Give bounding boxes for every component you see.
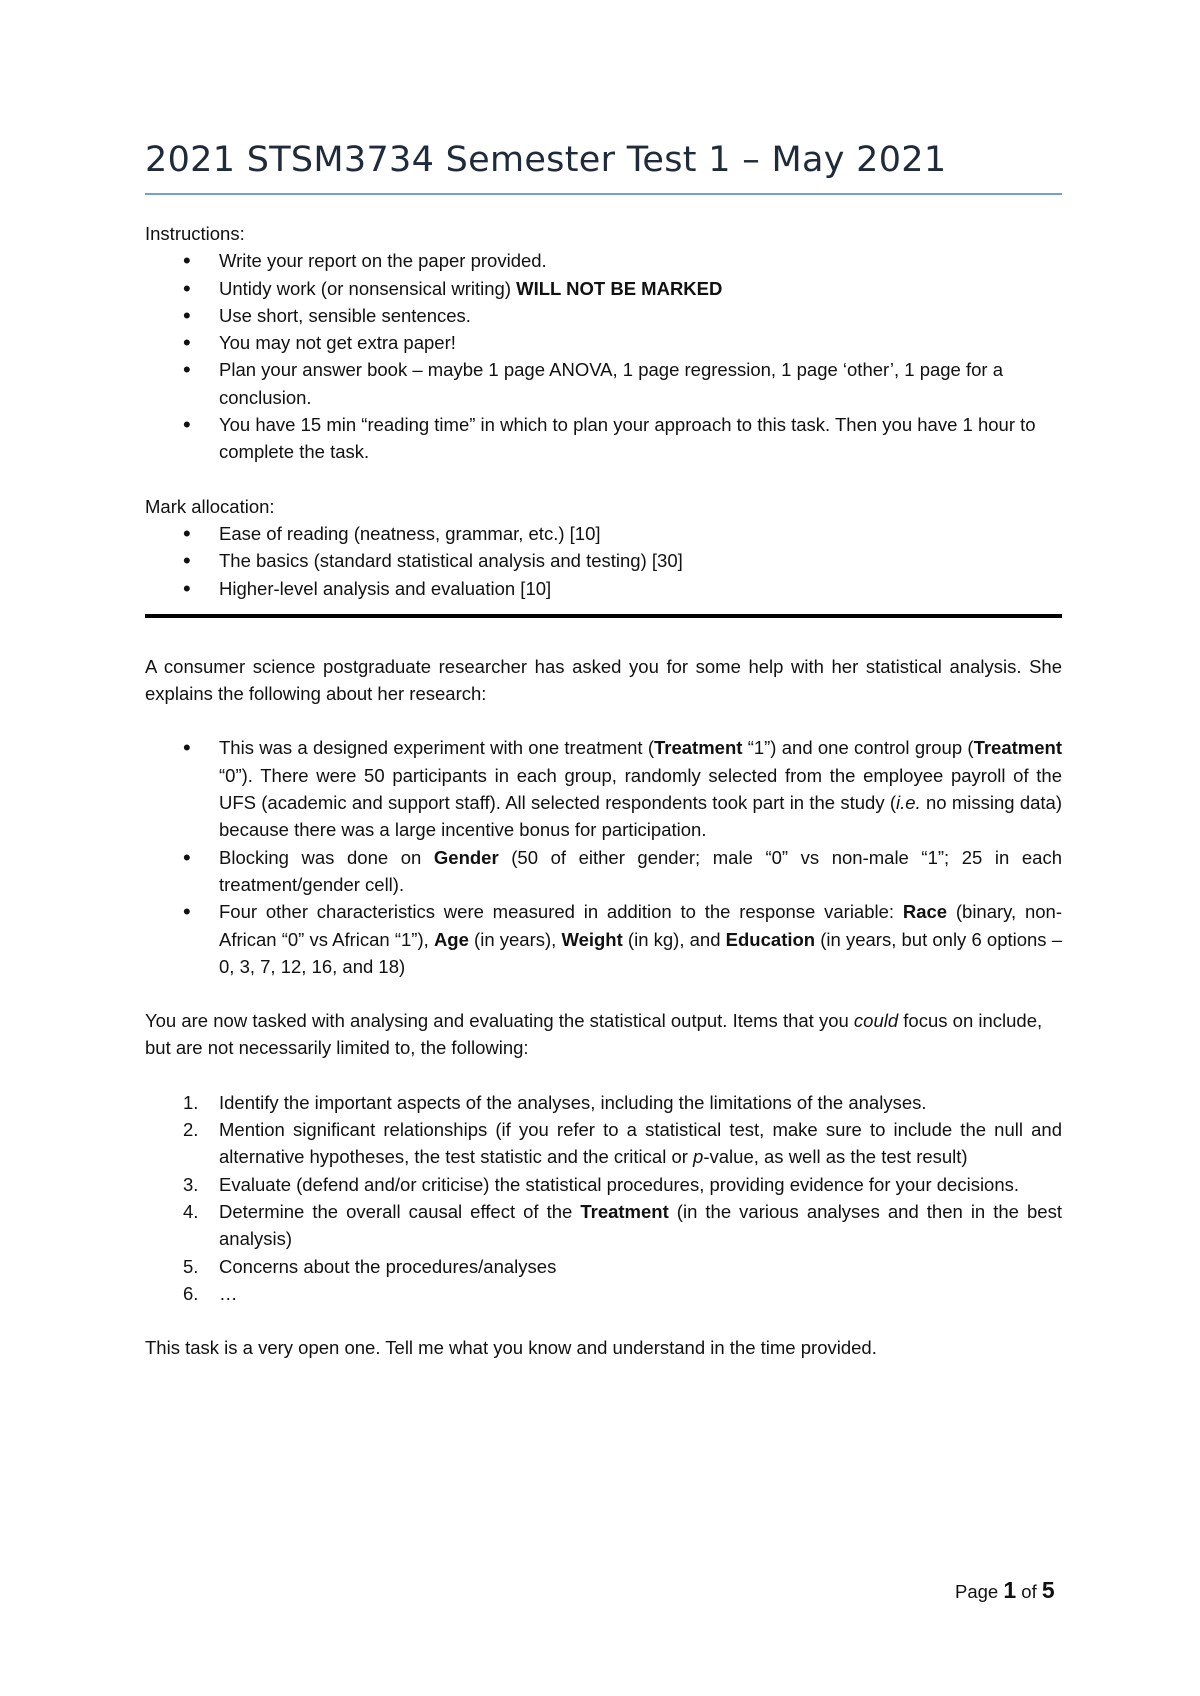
text-span: (in years, but only 6 options – 0, 3, 7, 12, 16, and 18) xyxy=(219,928,1062,977)
task-item xyxy=(145,1171,1062,1198)
task-item xyxy=(145,1089,1062,1116)
intro-paragraph: A consumer science postgraduate researcher has asked you for some help with her statistical analysis. She explains the following about her research: xyxy=(145,655,1062,705)
task-text: (in the various analyses and then in the best analysis) xyxy=(219,1200,1062,1250)
task-text: Mention significant relationships (if you refer to a statistical test, make sure to include the null and alternative hypotheses, the test statistic and the critical or xyxy=(219,1119,1062,1168)
instruction-text: Untidy work (or nonsensical writing) xyxy=(219,277,511,299)
instruction-item: • Plan your answer book – maybe 1 page ANOVA, 1 page regression, 1 page ‘other’, 1 page for a conclusion. xyxy=(145,356,1062,411)
task-text: Identify the important aspects of the analyses, including the limitations of the analyses. xyxy=(219,1091,927,1113)
text-span: focus on include, but are not necessarily limited to, the following: xyxy=(145,1010,1043,1059)
variable-name: Treatment xyxy=(580,1200,669,1222)
spacer xyxy=(145,980,1062,1007)
page-label: Page xyxy=(955,1581,999,1602)
text-span: “1”) and one control group ( xyxy=(742,737,974,759)
mark-item: • Higher-level analysis and evaluation [10] xyxy=(145,575,1062,602)
variable-name: Age xyxy=(433,928,469,950)
title-underline xyxy=(145,193,1062,195)
task-item xyxy=(145,1253,1062,1280)
list-number: 1. xyxy=(183,1091,199,1113)
document-body xyxy=(145,220,1062,1361)
task-text: … xyxy=(219,1282,238,1304)
instructions-list xyxy=(145,247,1062,465)
instruction-item: • Write your report on the paper provided. xyxy=(145,247,1062,274)
task-item xyxy=(145,1116,1062,1171)
research-list xyxy=(145,734,1062,980)
spacer xyxy=(145,707,1062,734)
total-pages: 5 xyxy=(1041,1577,1055,1603)
current-page: 1 xyxy=(1003,1577,1017,1603)
list-number: 5. xyxy=(183,1255,199,1277)
text-span: Four other characteristics were measured in addition to the response variable: xyxy=(219,901,903,923)
task-text: Determine the overall causal effect of the xyxy=(219,1200,581,1222)
list-number: 3. xyxy=(183,1173,199,1195)
variable-name: Treatment xyxy=(654,737,743,759)
spacer xyxy=(145,1307,1062,1334)
instruction-item: • You may not get extra paper! xyxy=(145,329,1062,356)
mark-item: • Ease of reading (neatness, grammar, etc.) [10] xyxy=(145,520,1062,547)
text-span: This was a designed experiment with one treatment ( xyxy=(219,737,654,759)
variable-name: Education xyxy=(725,928,816,950)
marks-heading: Mark allocation: xyxy=(145,495,275,517)
instruction-item: • Use short, sensible sentences. xyxy=(145,302,1062,329)
task-text: p xyxy=(693,1146,704,1168)
text-span: Blocking was done on xyxy=(219,846,434,868)
text-span: (in years), xyxy=(468,928,562,950)
marks-list xyxy=(145,520,1062,602)
task-text: Evaluate (defend and/or criticise) the statistical procedures, providing evidence for your decisions. xyxy=(219,1173,1020,1195)
text-span: i.e. xyxy=(896,792,921,814)
text-span: could xyxy=(853,1010,899,1032)
of-label: of xyxy=(1021,1581,1037,1602)
task-list xyxy=(145,1089,1062,1307)
variable-name: Weight xyxy=(561,928,623,950)
task-item xyxy=(145,1280,1062,1307)
text-span: (50 of either gender; male “0” vs non-male “1”; 25 in each treatment/gender cell). xyxy=(219,846,1063,895)
instruction-emphasis: WILL NOT BE MARKED xyxy=(516,277,723,299)
instructions-heading: Instructions: xyxy=(145,223,245,244)
text-span: no missing data) because there was a large incentive bonus for participation. xyxy=(219,792,1062,841)
text-span: You are now tasked with analysing and evaluating the statistical output. Items that you xyxy=(145,1010,854,1032)
task-text: -value, as well as the test result) xyxy=(703,1146,968,1168)
task-intro-paragraph xyxy=(145,1007,1062,1062)
mark-item: • The basics (standard statistical analysis and testing) [30] xyxy=(145,547,1062,574)
research-item-blocking xyxy=(145,844,1062,899)
closing-paragraph: This task is a very open one. Tell me what you know and understand in the time provided. xyxy=(145,1337,877,1359)
list-number: 2. xyxy=(183,1119,199,1141)
text-span: (in kg), and xyxy=(622,928,726,950)
section-divider xyxy=(145,614,1062,618)
task-item xyxy=(145,1198,1062,1253)
spacer xyxy=(145,466,1062,493)
variable-name: Gender xyxy=(433,846,499,868)
page-number xyxy=(955,1577,1055,1604)
variable-name: Race xyxy=(902,901,948,923)
text-span: “0”). There were 50 participants in each group, randomly selected from the employee payroll of the UFS (academic and support staff). All selected respondents took part in the study ( xyxy=(219,764,1062,814)
instruction-item xyxy=(145,275,1062,302)
document-title: 2021 STSM3734 Semester Test 1 – May 2021 xyxy=(145,140,947,180)
variable-name: Treatment xyxy=(973,737,1062,759)
list-number: 6. xyxy=(183,1282,199,1304)
list-number: 4. xyxy=(183,1200,199,1222)
research-item-design xyxy=(145,734,1062,843)
instruction-item: • You have 15 min “reading time” in which to plan your approach to this task. Then you have 1 hour to complete the task. xyxy=(145,411,1062,466)
text-span: (binary, non-African “0” vs African “1”), xyxy=(219,901,1062,950)
task-text: Concerns about the procedures/analyses xyxy=(219,1255,557,1277)
spacer xyxy=(145,1062,1062,1089)
research-item-characteristics xyxy=(145,898,1062,980)
